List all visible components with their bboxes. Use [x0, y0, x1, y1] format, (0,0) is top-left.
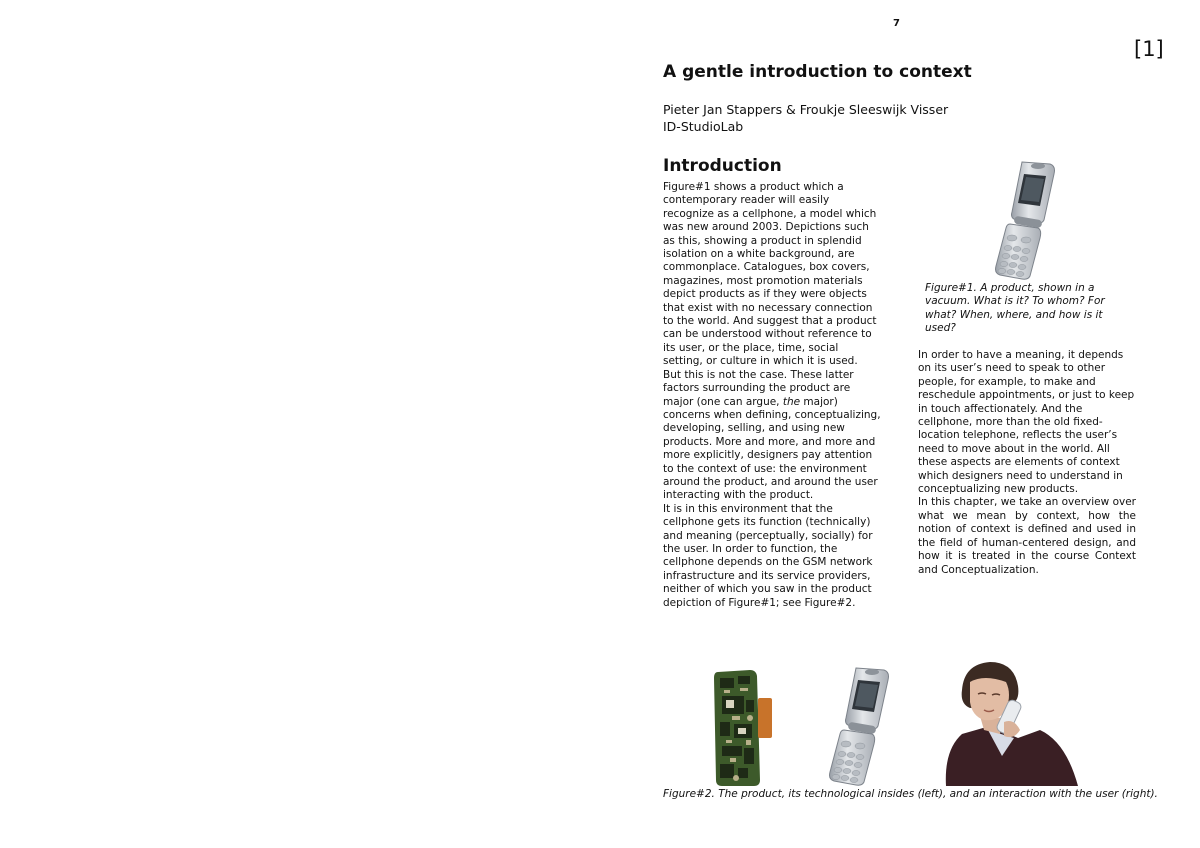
figure1-cellphone-image — [992, 158, 1060, 282]
paragraph: It is in this environment that the cellphone gets its function (technically) and meaning (perceptually, socially) for the user. In order to function, the cellphone depends on the GSM network infrastructure and its service providers, neither of which you saw in the product depiction of Figure#1; see Figure#2. — [663, 502, 873, 609]
text-span: major) concerns when defining, conceptualizing, developing, selling, and using new products. More and more, and more and more explicitly, designers pay attention to the context of use: the environment around the product, and around the user interacting with the product. — [663, 395, 881, 502]
affiliation-line: ID-StudioLab — [663, 119, 744, 134]
text-span: But this is not the case. These latter factors surrounding the product are major (one can argue, — [663, 368, 854, 408]
right-column-text — [918, 349, 1136, 577]
paragraph: In this chapter, we take an overview over what we mean by context, how the notion of context is defined and used in the field of human-centered design, and how it is treated in the course Context and Conceptualization. — [918, 496, 1136, 576]
paragraph — [663, 369, 881, 503]
figure2-cellphone-image — [826, 664, 894, 788]
circuit-board-image — [710, 668, 778, 788]
chapter-marker: [1] — [1134, 37, 1164, 61]
page-number: 7 — [893, 18, 900, 29]
paragraph: Figure#1 shows a product which a contemporary reader will easily recognize as a cellphone, a model which was new around 2003. Depictions such as this, showing a product in splendid isolation on a white background, are commonplace. Catalogues, box covers, magazines, most promotion materials depict products as if they were objects that exist with no necessary connection to the world. And suggest that a product can be understood without reference to its user, or the place, time, social setting, or culture in which it is used. — [663, 181, 877, 368]
left-column-text — [663, 181, 881, 610]
woman-on-phone-image — [940, 660, 1082, 788]
figure2-caption: Figure#2. The product, its technological insides (left), and an interaction with the user (right). — [663, 788, 1158, 800]
emphasis: the — [782, 395, 801, 408]
paragraph: In order to have a meaning, it depends on its user’s need to speak to other people, for example, to make and reschedule appointments, or just to keep in touch affectionately. And the cellphone, more than the old fixed-location telephone, reflects the user’s need to move about in the world. All these aspects are elements of context which designers need to understand in conceptualizing new products. — [918, 349, 1135, 496]
page-title: A gentle introduction to context — [663, 62, 972, 82]
figure1-caption: Figure#1. A product, shown in a vacuum. What is it? To whom? For what? When, where, and how is it used? — [925, 282, 1105, 335]
section-heading: Introduction — [663, 156, 782, 176]
authors-block — [663, 101, 948, 135]
authors-line: Pieter Jan Stappers & Froukje Sleeswijk Visser — [663, 102, 949, 117]
